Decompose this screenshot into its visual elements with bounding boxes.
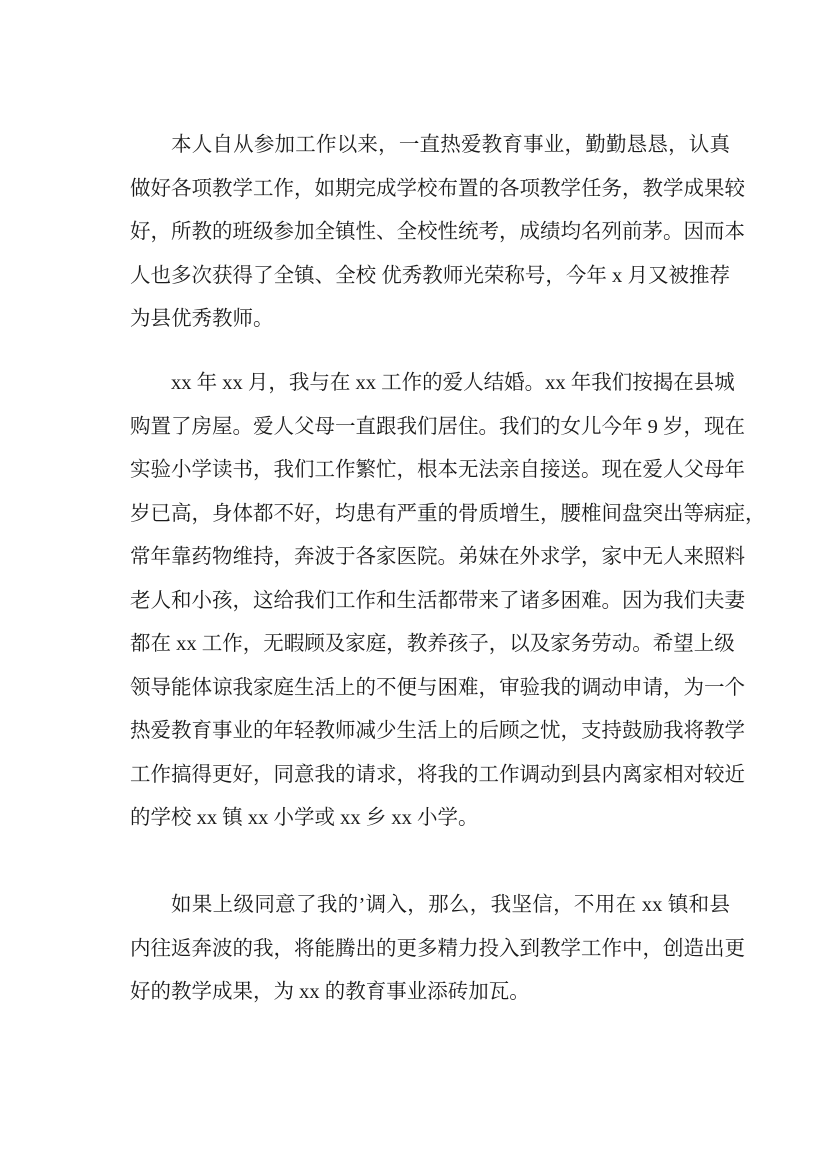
paragraph-achievements xyxy=(130,124,745,342)
text-line: 好，所教的班级参加全镇性、全校性统考，成绩均名列前茅。因而本 xyxy=(130,221,745,243)
text-line: 实验小学读书，我们工作繁忙，根本无法亲自接送。现在爱人父母年 xyxy=(130,459,745,481)
text-line: 本人自从参加工作以来，一直热爱教育事业，勤勤恳恳，认真 xyxy=(171,134,730,156)
text-line: 的学校 xx 镇 xx 小学或 xx 乡 xx 小学。 xyxy=(130,807,479,829)
text-line: 好的教学成果，为 xx 的教育事业添砖加瓦。 xyxy=(130,981,530,1003)
text-line: 如果上级同意了我的’调入，那么，我坚信，不用在 xx 镇和县 xyxy=(171,894,730,916)
text-line: 人也多次获得了全镇、全校 优秀教师光荣称号，今年 x 月又被推荐 xyxy=(130,264,730,287)
text-line: 常年靠药物维持，奔波于各家医院。弟妹在外求学，家中无人来照料 xyxy=(130,546,745,568)
text-line: 购置了房屋。爱人父母一直跟我们居住。我们的女儿今年 9 岁，现在 xyxy=(130,415,745,438)
paragraph-family-situation xyxy=(130,362,766,841)
text-line: 老人和小孩，这给我们工作和生活都带来了诸多困难。因为我们夫妻 xyxy=(130,589,745,612)
text-line: 为县优秀教师。 xyxy=(130,308,274,330)
text-line: 岁已高，身体都不好，均患有严重的骨质增生，腰椎间盘突出等病症， xyxy=(130,502,766,525)
text-line: 都在 xx 工作，无暇顾及家庭，教养孩子，以及家务劳动。希望上级 xyxy=(130,633,735,655)
text-line: 工作搞得更好，同意我的请求，将我的工作调动到县内离家相对较近 xyxy=(130,763,745,786)
text-line: 做好各项教学工作，如期完成学校布置的各项教学任务，教学成果较 xyxy=(130,177,745,200)
text-line: 热爱教育事业的年轻教师减少生活上的后顾之忧，支持鼓励我将教学 xyxy=(130,720,745,742)
text-line: 领导能体谅我家庭生活上的不便与困难，审验我的调动申请，为一个 xyxy=(130,676,745,699)
paragraph-conclusion xyxy=(130,884,745,1015)
text-line: 内往返奔波的我，将能腾出的更多精力投入到教学工作中，创造出更 xyxy=(130,937,745,960)
text-line: xx 年 xx 月，我与在 xx 工作的爱人结婚。xx 年我们按揭在县城 xyxy=(171,372,735,394)
